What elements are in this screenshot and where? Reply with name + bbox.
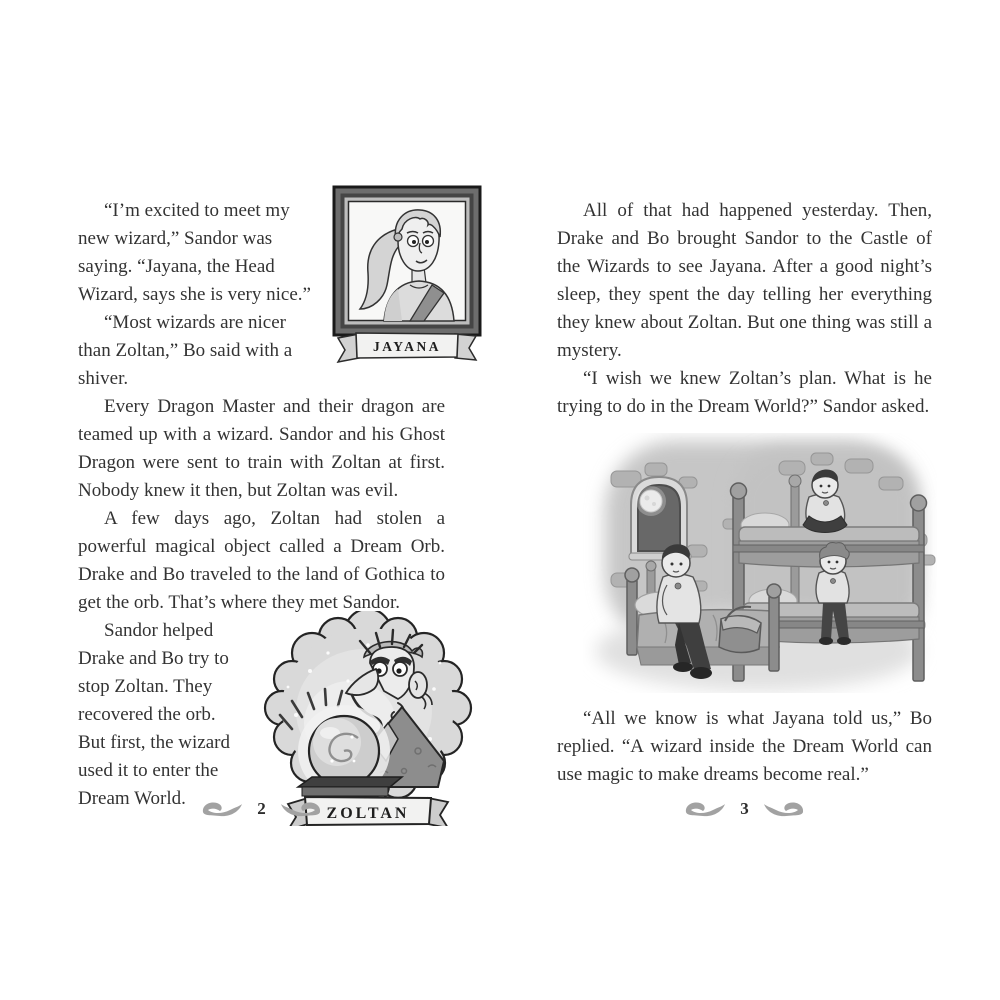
- paragraph-sandor-helped: [78, 617, 445, 822]
- left-page: [78, 197, 445, 847]
- paragraph-few-days-ago: [78, 505, 445, 617]
- right-page: [557, 197, 932, 847]
- flourish-right-icon: [279, 800, 323, 818]
- flourish-left-icon: [683, 800, 727, 818]
- paragraph-text: Sandor helped Drake and Bo try to stop Zoltan. They recovered the orb. But first, the wizard used it to enter the Dream World.: [78, 620, 230, 809]
- paragraph-text: “I’m excited to meet my new wizard,” Sandor was saying. “Jayana, the Head Wizard, says she is very nice.”: [78, 200, 311, 305]
- moon: [636, 486, 666, 516]
- paragraph-text: Every Dragon Master and their dragon are teamed up with a wizard. Sandor and his Ghost Dragon were sent to train with Zoltan at first. Nobody knew it then, but Zoltan was evil.: [78, 396, 445, 501]
- paragraph-text: “Most wizards are nicer than Zoltan,” Bo said with a shiver.: [78, 312, 293, 389]
- flourish-right-icon: [762, 800, 806, 818]
- paragraph-every-dragon-master: [78, 393, 445, 505]
- flourish-left-icon: [200, 800, 244, 818]
- page-number-left: 2: [257, 798, 266, 818]
- paragraph-text: “I wish we knew Zoltan’s plan. What is he trying to do in the Dream World?” Sandor asked.: [557, 368, 932, 417]
- paragraph-text: A few days ago, Zoltan had stolen a powerful magical object called a Dream Orb. Drake and Bo traveled to the land of Gothica to get the orb. That’s where they met Sandor.: [78, 508, 445, 613]
- jayana-portrait-svg: [332, 185, 482, 363]
- jayana-label: JAYANA: [372, 339, 442, 354]
- right-folio: [557, 800, 932, 818]
- left-folio: [78, 800, 445, 818]
- bedroom-scene-illustration: [583, 433, 937, 693]
- paragraph-text: All of that had happened yesterday. Then, Drake and Bo brought Sandor to the Castle of the Wizards to see Jayana. After a good night’s sleep, they spent the day telling her everything they knew about Zoltan. But one thing was still a mystery.: [557, 200, 932, 361]
- bedroom-scene-svg: [583, 433, 937, 693]
- paragraph-all-of-that: [557, 197, 932, 365]
- page-number-right: 3: [740, 798, 749, 818]
- zoltan-cloud-illustration: [252, 611, 484, 826]
- zoltan-label: ZOLTAN: [326, 805, 410, 822]
- jayana-portrait-illustration: [332, 185, 482, 363]
- ear: [409, 672, 427, 698]
- zoltan-cloud-svg: [252, 611, 484, 826]
- jayana-name-banner: [338, 333, 476, 362]
- paragraph-all-we-know: [557, 705, 932, 789]
- paragraph-i-wish: [557, 365, 932, 421]
- paragraph-text: “All we know is what Jayana told us,” Bo replied. “A wizard inside the Dream World can use magic to make dreams become real.”: [557, 708, 932, 785]
